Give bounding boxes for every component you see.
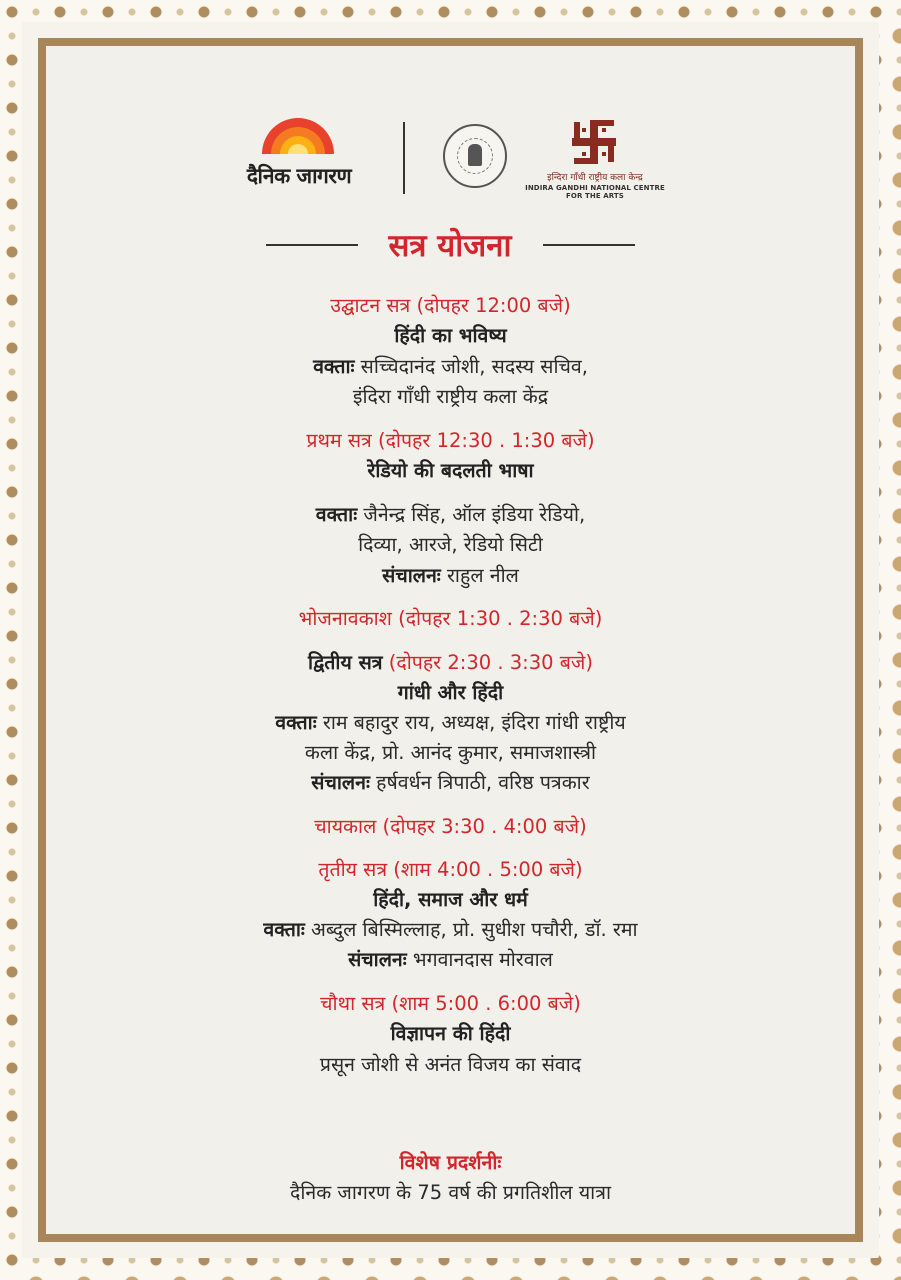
ignca-english-name: INDIRA GANDHI NATIONAL CENTRE FOR THE ARTS [525,184,665,200]
speaker-label: वक्ताः [263,918,305,941]
speaker-label: वक्ताः [315,503,358,526]
speaker-label: वक्ताः [313,355,355,378]
moderator-line [0,563,901,589]
session-time: चौथा सत्र (शाम 5:00 . 6:00 बजे) [320,992,581,1015]
session-name: द्वितीय सत्र [308,651,383,674]
speaker-text: राम बहादुर राय, अध्यक्ष, इंदिरा गांधी राष्ट्रीय [322,711,626,734]
special-exhibition-label: विशेष प्रदर्शनीः [399,1151,502,1174]
logo-divider [403,122,405,194]
speaker-label: वक्ताः [275,711,317,734]
speaker-line [0,917,901,943]
speaker-line [0,502,901,528]
logo-bar [0,110,901,200]
dainik-jagran-wordmark: दैनिक जागरण [246,164,352,188]
moderator-text: हर्षवर्धन त्रिपाठी, वरिष्ठ पत्रकार [376,771,590,794]
session-title: हिंदी का भविष्य [394,324,507,347]
session-time: उद्घाटन सत्र (दोपहर 12:00 बजे) [330,294,571,317]
break-time: चायकाल (दोपहर 3:30 . 4:00 बजे) [314,815,587,838]
break-time: भोजनावकाश (दोपहर 1:30 . 2:30 बजे) [298,607,603,630]
session-title: विज्ञापन की हिंदी [390,1022,511,1045]
session-title: रेडियो की बदलती भाषा [367,459,534,482]
speaker-text: अब्दुल बिस्मिल्लाह, प्रो. सुधीश पचौरी, डॉ. रमा [311,918,638,941]
heading-rule-right [543,244,635,246]
moderator-label: संचालनः [311,771,370,794]
session-time-line [0,650,901,676]
speaker-line [0,354,901,380]
dainik-jagran-logo [228,118,370,198]
session-title: हिंदी, समाज और धर्म [373,888,528,911]
ignca-hindi-name: इन्दिरा गाँधी राष्ट्रीय कला केन्द्र [547,173,643,183]
session-time: (दोपहर 2:30 . 3:30 बजे) [388,651,593,674]
speaker-text: जैनेन्द्र सिंह, ऑल इंडिया रेडियो, [363,503,586,526]
ignca-logo [520,116,670,200]
moderator-line [0,770,901,796]
moderator-label: संचालनः [382,564,441,587]
ignca-swastika-icon [568,116,620,168]
heading-row [0,224,901,268]
special-exhibition-text: दैनिक जागरण के 75 वर्ष की प्रगतिशील यात्रा [289,1181,612,1204]
page-title: सत्र योजना [388,228,512,264]
moderator-text: राहुल नील [446,564,519,587]
speaker-line [0,710,901,736]
heading-rule-left [266,244,358,246]
session-description: प्रसून जोशी से अनंत विजय का संवाद [319,1053,582,1076]
moderator-line [0,947,901,973]
speaker-text: सच्चिदानंद जोशी, सदस्य सचिव, [360,355,588,378]
session-time: तृतीय सत्र (शाम 4:00 . 5:00 बजे) [318,858,583,881]
speaker-text: इंदिरा गाँधी राष्ट्रीय कला केंद्र [352,385,549,408]
speaker-text: दिव्या, आरजे, रेडियो सिटी [358,533,543,556]
session-time: प्रथम सत्र (दोपहर 12:30 . 1:30 बजे) [306,429,595,452]
speaker-text: कला केंद्र, प्रो. आनंद कुमार, समाजशास्त्री [304,741,597,764]
ministry-of-culture-seal-icon [443,124,507,188]
sun-icon [262,118,334,154]
session-title: गांधी और हिंदी [397,681,504,704]
moderator-text: भगवानदास मोरवाल [412,948,553,971]
moderator-label: संचालनः [348,948,407,971]
